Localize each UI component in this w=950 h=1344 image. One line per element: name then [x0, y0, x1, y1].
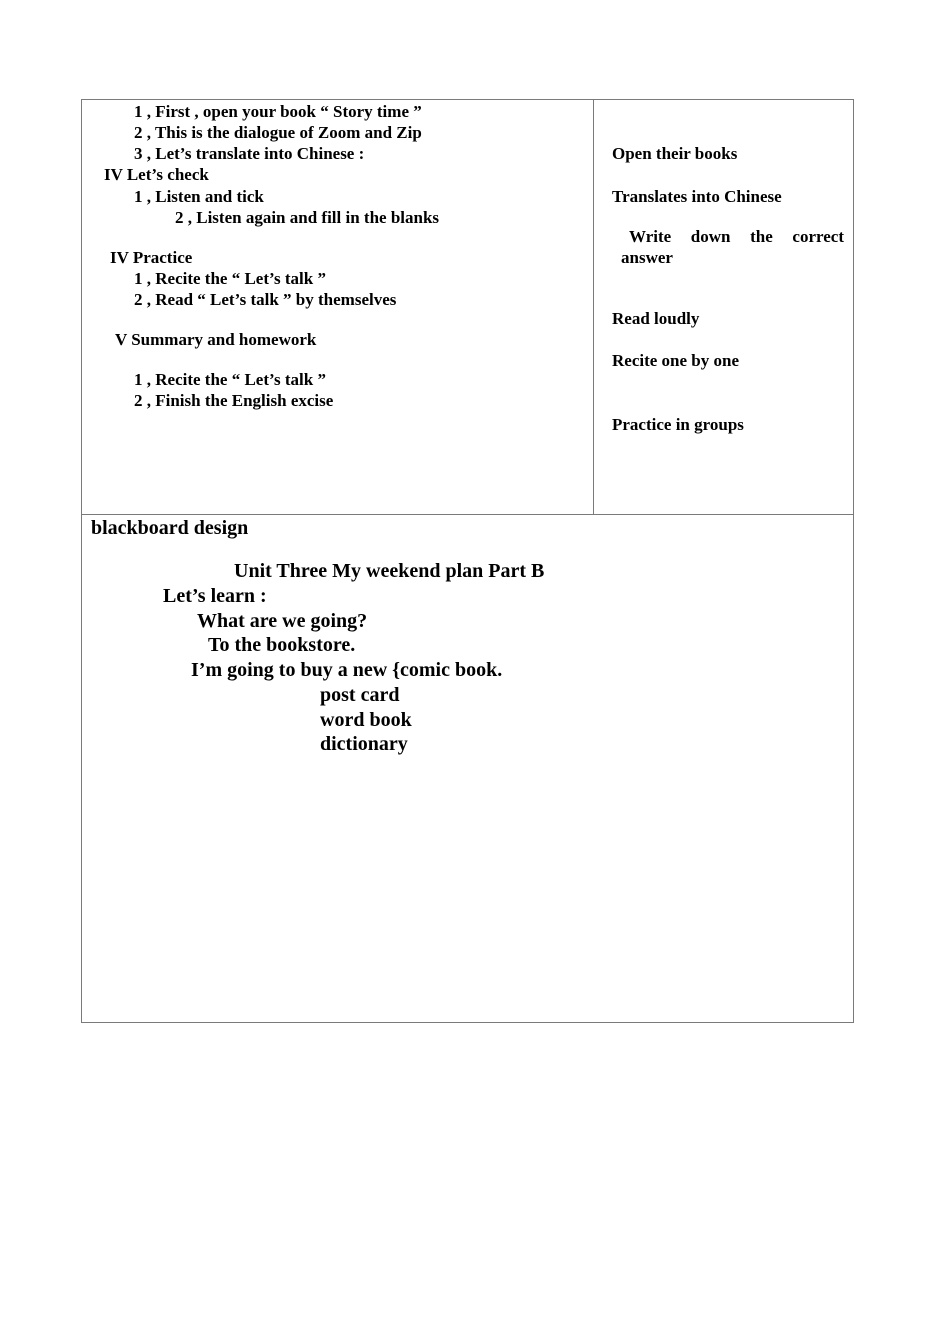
- homework-recite-talk: 1 , Recite the “ Let’s talk ”: [134, 370, 326, 389]
- going-to-buy-line: I’m going to buy a new {comic book.: [191, 659, 503, 681]
- activity-recite-one-by-one: Recite one by one: [612, 351, 740, 370]
- activity-practice-groups: Practice in groups: [612, 415, 744, 434]
- section-lets-check: IV Let’s check: [104, 165, 209, 184]
- question-line: What are we going?: [197, 610, 368, 632]
- lets-learn-label: Let’s learn :: [163, 585, 267, 607]
- step-read-talk: 2 , Read “ Let’s talk ” by themselves: [134, 290, 397, 309]
- item-dictionary: dictionary: [320, 733, 408, 755]
- activity-translates: Translates into Chinese: [612, 187, 782, 206]
- unit-title: Unit Three My weekend plan Part B: [234, 560, 545, 582]
- step-open-book: 1 , First , open your book “ Story time ”: [134, 102, 422, 121]
- activity-read-loudly: Read loudly: [612, 309, 700, 328]
- step-recite-talk: 1 , Recite the “ Let’s talk ”: [134, 269, 326, 288]
- section-summary-homework: V Summary and homework: [115, 330, 317, 349]
- answer-line: To the bookstore.: [208, 634, 356, 656]
- item-post-card: post card: [320, 684, 400, 706]
- step-listen-tick: 1 , Listen and tick: [134, 187, 264, 206]
- item-word-book: word book: [320, 709, 412, 731]
- activity-open-books: Open their books: [612, 144, 738, 163]
- activity-write-down: Write down the correct: [629, 227, 844, 246]
- step-dialogue: 2 , This is the dialogue of Zoom and Zip: [134, 123, 422, 142]
- column-divider: [593, 99, 594, 515]
- step-translate: 3 , Let’s translate into Chinese :: [134, 144, 365, 163]
- activity-write-down-cont: answer: [621, 248, 673, 267]
- step-listen-fill: 2 , Listen again and fill in the blanks: [175, 208, 440, 227]
- blackboard-heading: blackboard design: [91, 517, 249, 539]
- homework-finish-excise: 2 , Finish the English excise: [134, 391, 334, 410]
- section-practice: IV Practice: [110, 248, 193, 267]
